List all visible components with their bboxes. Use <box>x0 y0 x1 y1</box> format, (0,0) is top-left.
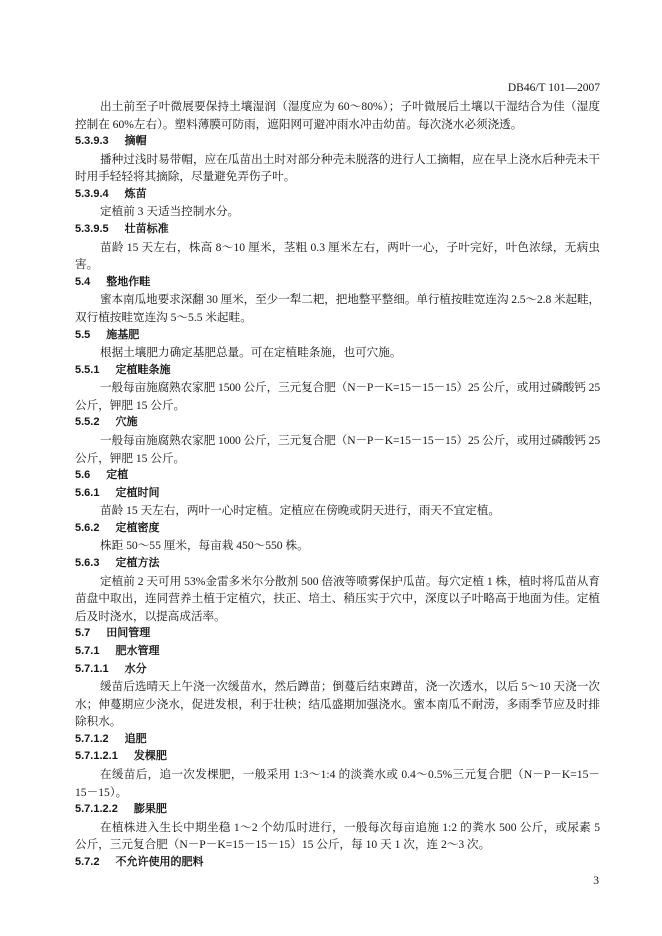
heading-5-7-1-1 <box>75 661 600 679</box>
section-number: 5.7.1.2 <box>75 732 109 745</box>
section-number: 5.3.9.4 <box>75 187 109 200</box>
section-number: 5.6.2 <box>75 521 100 534</box>
paragraph-line: 双行植按畦宽连沟 5～5.5 米起畦。 <box>75 310 252 324</box>
section-number: 5.7.1 <box>75 644 100 657</box>
section-title: 壮苗标准 <box>124 223 169 236</box>
section-number: 5.5.1 <box>75 363 100 376</box>
section-number: 5.7.1.2.2 <box>75 803 118 816</box>
section-title: 水分 <box>124 662 147 675</box>
heading-5-4 <box>75 274 600 292</box>
paragraph <box>75 291 600 326</box>
paragraph <box>75 766 600 801</box>
paragraph-line: 定植前 3 天适当控制水分。 <box>100 205 240 219</box>
section-title: 穴施 <box>115 416 138 429</box>
paragraph <box>75 239 600 274</box>
paragraph-line: 除积水。 <box>75 715 122 729</box>
paragraph-line: 15－15）。 <box>75 785 128 799</box>
heading-5-3-9-5 <box>75 221 600 239</box>
paragraph-line: 控制在 60%左右）。塑料薄膜可防雨，遮阳网可避冲雨水冲击幼苗。每次浇水必须浇透。 <box>75 117 523 131</box>
paragraph-line: 害。 <box>75 258 99 272</box>
paragraph <box>75 151 600 186</box>
standard-code: DB46/T 101—2007 <box>507 82 600 94</box>
paragraph-line: 公斤，钾肥 15 公斤。 <box>75 398 186 412</box>
section-title: 定植时间 <box>115 486 160 499</box>
section-title: 施基肥 <box>106 328 140 341</box>
section-number: 5.5.2 <box>75 416 100 429</box>
section-number: 5.7.1.2.1 <box>75 750 118 763</box>
paragraph-line: 在缓苗后，追一次发棵肥，一般采用 1:3～1:4 的淡粪水或 0.4～0.5%三元复合肥（N－P－K=15－ <box>100 767 600 781</box>
paragraph <box>75 678 600 731</box>
section-title: 肥水管理 <box>115 644 160 657</box>
section-title: 定植 <box>106 469 129 482</box>
paragraph-line: 水；伸蔓期应少浇水，促进发根，利于壮秧；结瓜盛期加强浇水。蜜本南瓜不耐涝，多雨季节应及时排 <box>75 697 600 711</box>
heading-5-5-1 <box>75 362 600 380</box>
paragraph <box>75 537 600 555</box>
paragraph <box>75 502 600 520</box>
section-title: 炼苗 <box>124 187 147 200</box>
paragraph-line: 公斤，三元复合肥（N－P－K=15－15－15）15 公斤，每 10 天 1 次，连 2～3 次。 <box>75 838 491 852</box>
heading-5-6 <box>75 467 600 485</box>
paragraph-line: 蜜本南瓜地要求深翻 30 厘米，至少一犁二耙，把地整平整细。单行植按畦宽连沟 2.5～2.8 米起畦， <box>100 293 600 307</box>
heading-5-7-1 <box>75 643 600 661</box>
heading-5-7-2 <box>75 854 600 872</box>
paragraph-line: 定植前 2 天可用 53%金雷多米尔分散剂 500 倍液等喷雾保护瓜苗。每穴定植 1 株，植时将瓜苗从育 <box>100 574 600 588</box>
paragraph-line: 一般每亩施腐熟农家肥 1000 公斤，三元复合肥（N－P－K=15－15－15）25 公斤，或用过磷酸钙 25 <box>100 433 600 447</box>
paragraph-line: 根据土壤肥力确定基肥总量。可在定植畦条施，也可穴施。 <box>100 346 402 360</box>
section-title: 追肥 <box>124 732 147 745</box>
paragraph <box>75 573 600 626</box>
section-title: 发棵肥 <box>133 750 167 763</box>
section-title: 整地作畦 <box>106 275 151 288</box>
section-number: 5.7.2 <box>75 855 100 868</box>
heading-5-7-1-2-2 <box>75 801 600 819</box>
heading-5-7 <box>75 625 600 643</box>
paragraph-line: 出土前至子叶微展要保持土壤湿润（湿度应为 60～80%）；子叶微展后土壤以干湿结合为佳（湿度 <box>100 100 600 113</box>
paragraph-line: 时用手轻轻将其摘除，尽量避免弄伤子叶。 <box>75 170 296 184</box>
section-number: 5.5 <box>75 328 91 341</box>
paragraph-line: 株距 50～55 厘米，每亩栽 450～550 株。 <box>100 539 309 553</box>
document-body <box>75 98 600 871</box>
paragraph-line: 苗龄 15 天左右，两叶一心时定植。定植应在傍晚或阴天进行，雨天不宜定植。 <box>100 504 500 518</box>
paragraph-line: 缓苗后选晴天上午浇一次缓苗水，然后蹲苗；倒蔓后结束蹲苗，浇一次透水，以后 5～10 天浇一次 <box>100 680 600 694</box>
section-title: 膨果肥 <box>133 803 167 816</box>
section-title: 定植密度 <box>115 521 160 534</box>
paragraph-line: 苗龄 15 天左右，株高 8～10 厘米，茎粗 0.3 厘米左右，两叶一心，子叶完好，叶色浓绿，无病虫 <box>100 240 600 254</box>
paragraph <box>75 819 600 854</box>
section-number: 5.6 <box>75 469 91 482</box>
paragraph-line: 公斤，钾肥 15 公斤。 <box>75 451 186 465</box>
heading-5-5 <box>75 327 600 345</box>
section-title: 定植方法 <box>115 557 160 570</box>
paragraph-line: 一般每亩施腐熟农家肥 1500 公斤，三元复合肥（N－P－K=15－15－15）25 公斤，或用过磷酸钙 25 <box>100 381 600 395</box>
section-number: 5.3.9.3 <box>75 135 109 148</box>
paragraph-line: 在植株进入生长中期坐稳 1～2 个幼瓜时进行，一般每次每亩追施 1:2 的粪水 500 公斤，或尿素 5 <box>100 820 600 834</box>
section-title: 摘帽 <box>124 135 147 148</box>
heading-5-7-1-2-1 <box>75 748 600 766</box>
section-number: 5.6.1 <box>75 486 100 499</box>
paragraph <box>75 344 600 362</box>
section-title: 定植畦条施 <box>115 363 171 376</box>
paragraph <box>75 203 600 221</box>
section-title: 不允许使用的肥料 <box>115 855 204 868</box>
page-number: 3 <box>593 875 599 887</box>
section-number: 5.6.3 <box>75 557 100 570</box>
paragraph-line: 播种过浅时易带帽，应在瓜苗出土时对部分种壳未脱落的进行人工摘帽，应在早上浇水后种壳未干 <box>100 152 600 166</box>
paragraph <box>75 432 600 467</box>
heading-5-6-2 <box>75 520 600 538</box>
section-number: 5.7 <box>75 627 91 640</box>
heading-5-5-2 <box>75 414 600 432</box>
section-number: 5.4 <box>75 275 91 288</box>
heading-5-6-1 <box>75 485 600 503</box>
paragraph <box>75 379 600 414</box>
heading-5-7-1-2 <box>75 731 600 749</box>
heading-5-3-9-4 <box>75 186 600 204</box>
paragraph <box>75 98 600 133</box>
heading-5-3-9-3 <box>75 133 600 151</box>
section-number: 5.7.1.1 <box>75 662 109 675</box>
heading-5-6-3 <box>75 555 600 573</box>
section-number: 5.3.9.5 <box>75 223 109 236</box>
section-title: 田间管理 <box>106 627 151 640</box>
paragraph-line: 苗盘中取出，连同营养土植于定植穴，扶正、培土、稍压实于穴中，深度以子叶略高于地面为佳。定植 <box>75 592 600 606</box>
paragraph-line: 后及时浇水，以提高成活率。 <box>75 609 226 623</box>
